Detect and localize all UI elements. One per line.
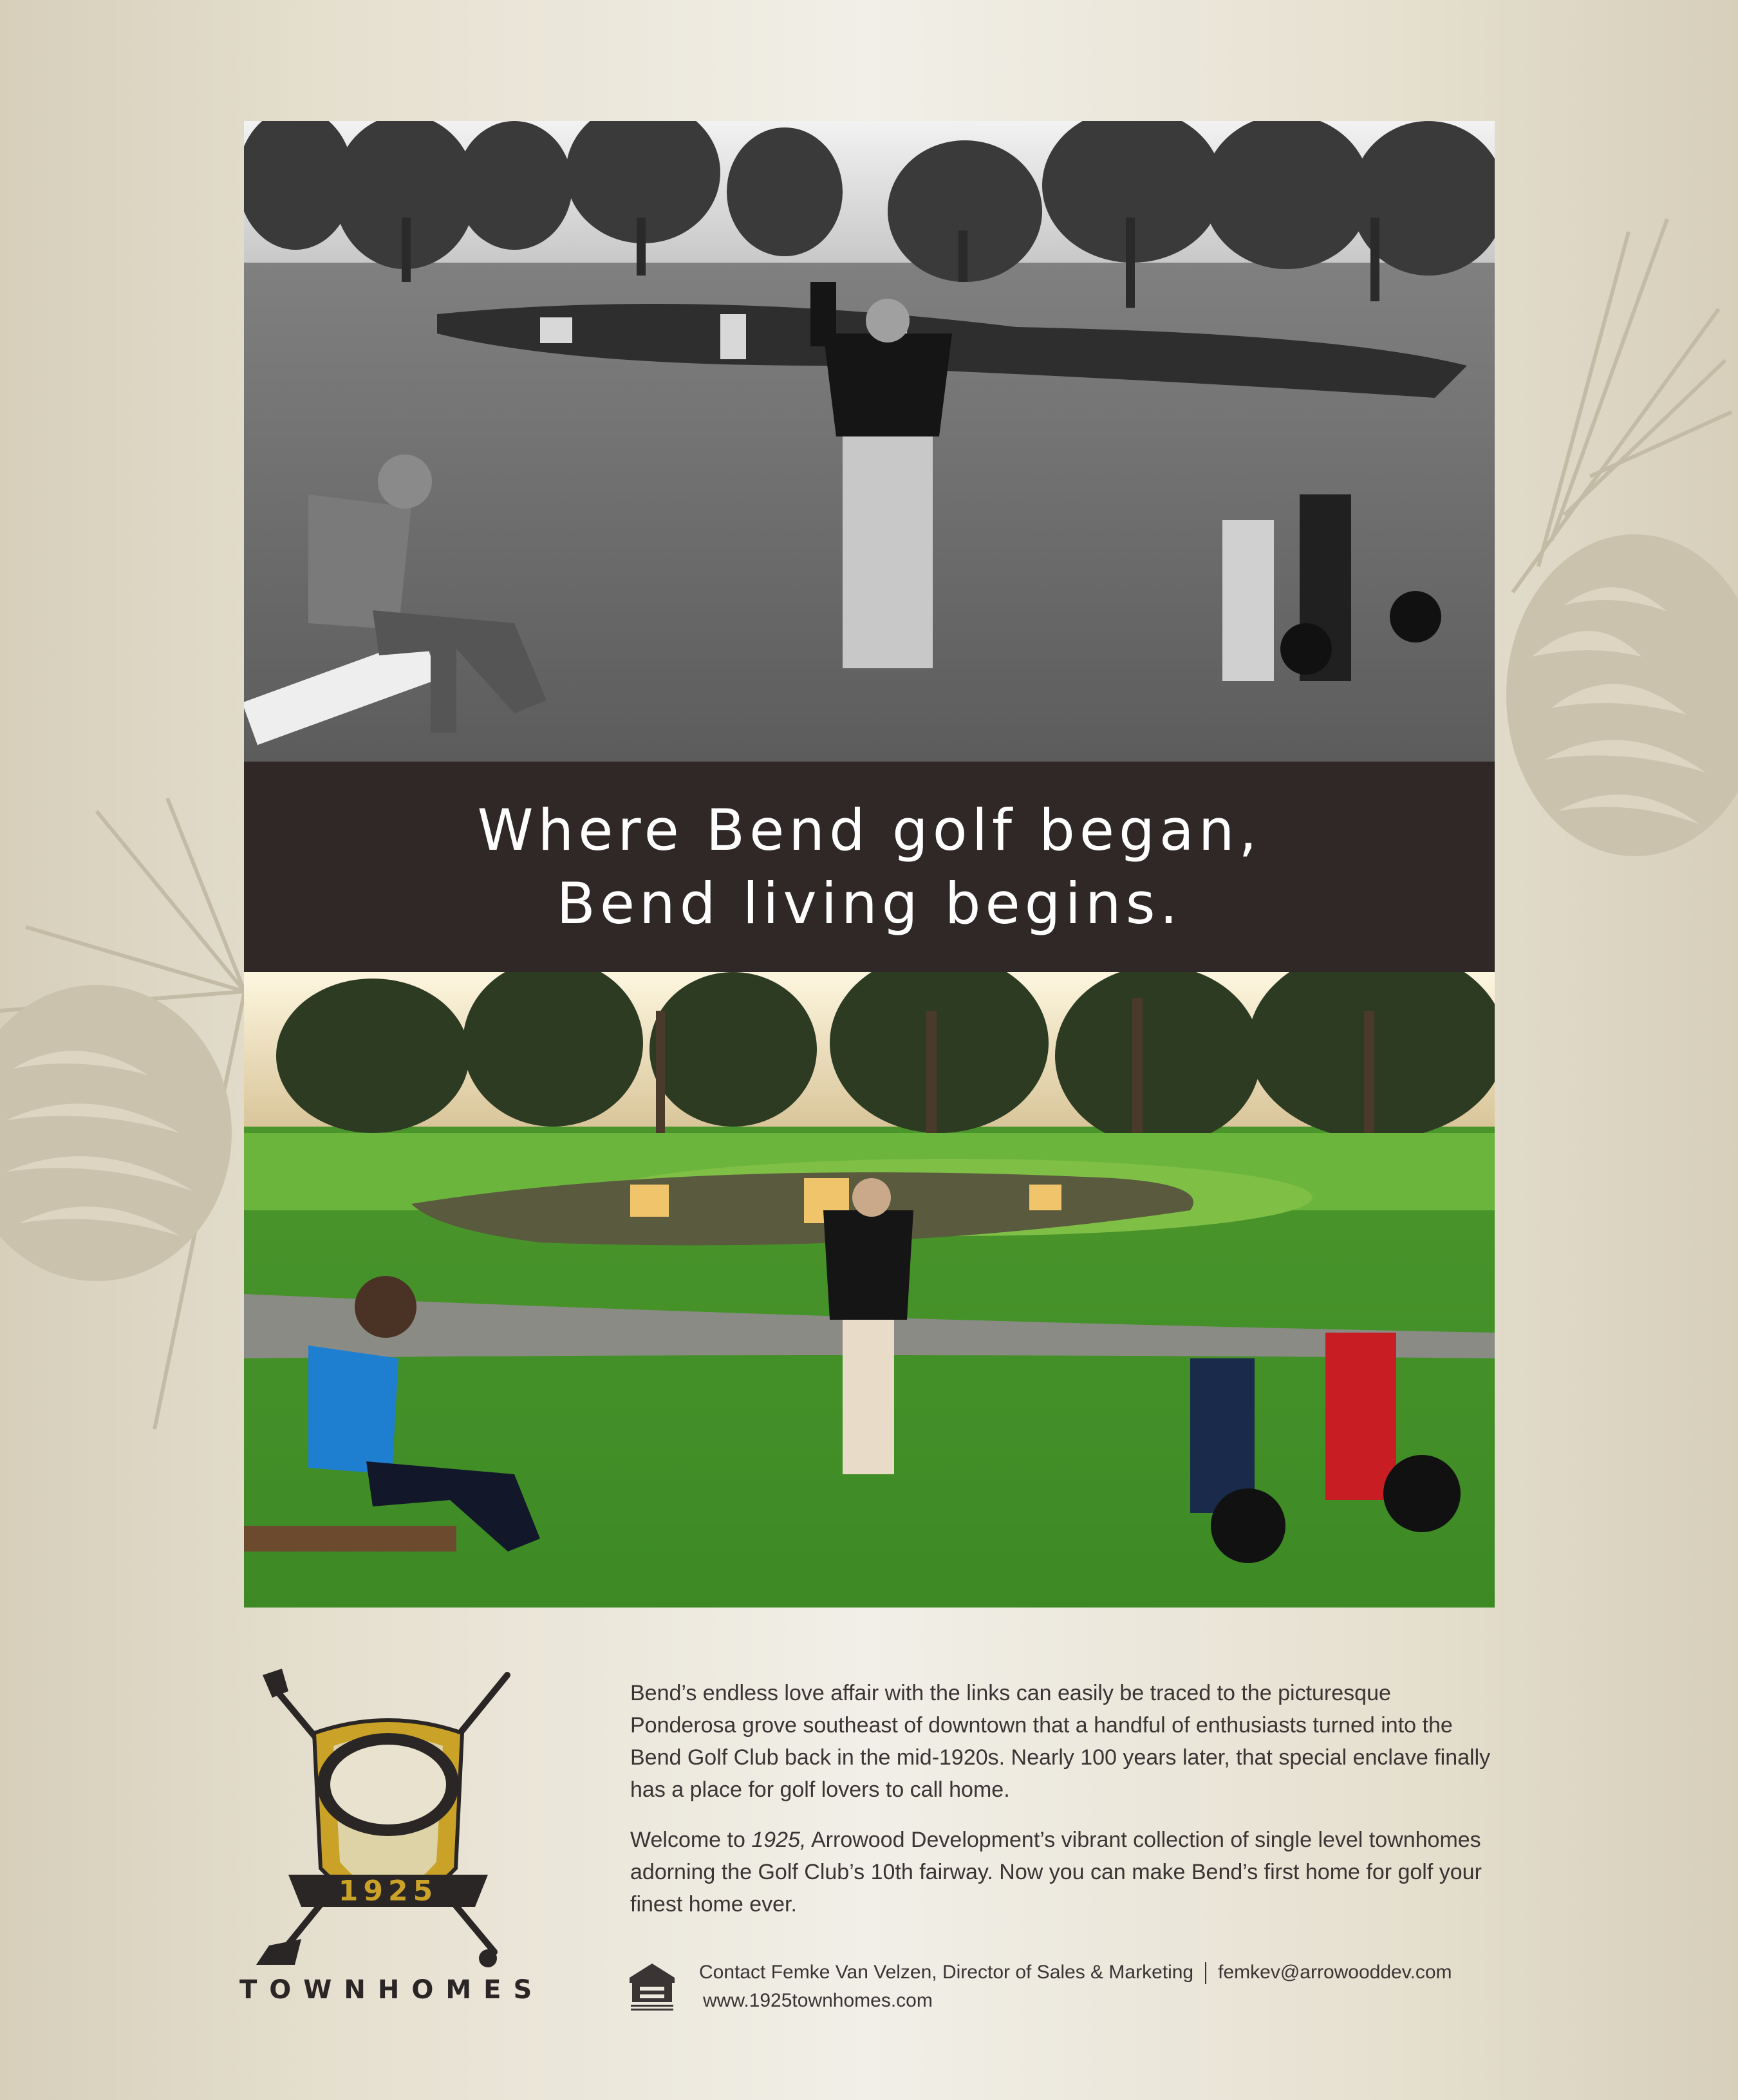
- headline-banner: [244, 762, 1495, 972]
- body-paragraph-2: [630, 1824, 1493, 1920]
- pine-cone-decoration-right: [1474, 206, 1738, 888]
- paragraph-2-rest: Arrowood Development’s vibrant collection of single level townhomes adorning the Golf Club’s 10th fairway. Now you can make Bend’s first home for golf your finest home ever.: [630, 1828, 1482, 1917]
- modern-golf-photo: [244, 972, 1495, 1608]
- headline-line-2: Bend living begins.: [556, 870, 1182, 937]
- paragraph-2-lead: Welcome to: [630, 1828, 752, 1852]
- paragraph-2-project-name: 1925,: [751, 1828, 807, 1852]
- website-link[interactable]: www.1925townhomes.com: [703, 1990, 933, 2011]
- 1925-townhomes-logo: [243, 1656, 533, 2023]
- vintage-golf-photo: [244, 121, 1495, 762]
- body-paragraph-1: Bend’s endless love affair with the links can easily be traced to the picturesque Ponderosa grove southeast of downtown that a handful of enthusiasts turned into the Bend Golf Club back in the mid-1920s. Nearly 100 years later, that special enclave finally has a place for golf lovers to call home.: [630, 1681, 1491, 1802]
- logo-year: 1925: [338, 1875, 438, 1908]
- contact-email-link[interactable]: femkev@arrowooddev.com: [1218, 1962, 1452, 1983]
- contact-separator: [1205, 1962, 1206, 1984]
- headline-line-1: Where Bend golf began,: [477, 796, 1262, 863]
- logo-wordmark: TOWNHOMES: [239, 1975, 545, 2005]
- pine-cone-decoration-left: [0, 798, 270, 1448]
- contact-name: Contact Femke Van Velzen, Director of Sales & Marketing: [699, 1962, 1194, 1983]
- equal-housing-opportunity-icon: [626, 1961, 678, 2012]
